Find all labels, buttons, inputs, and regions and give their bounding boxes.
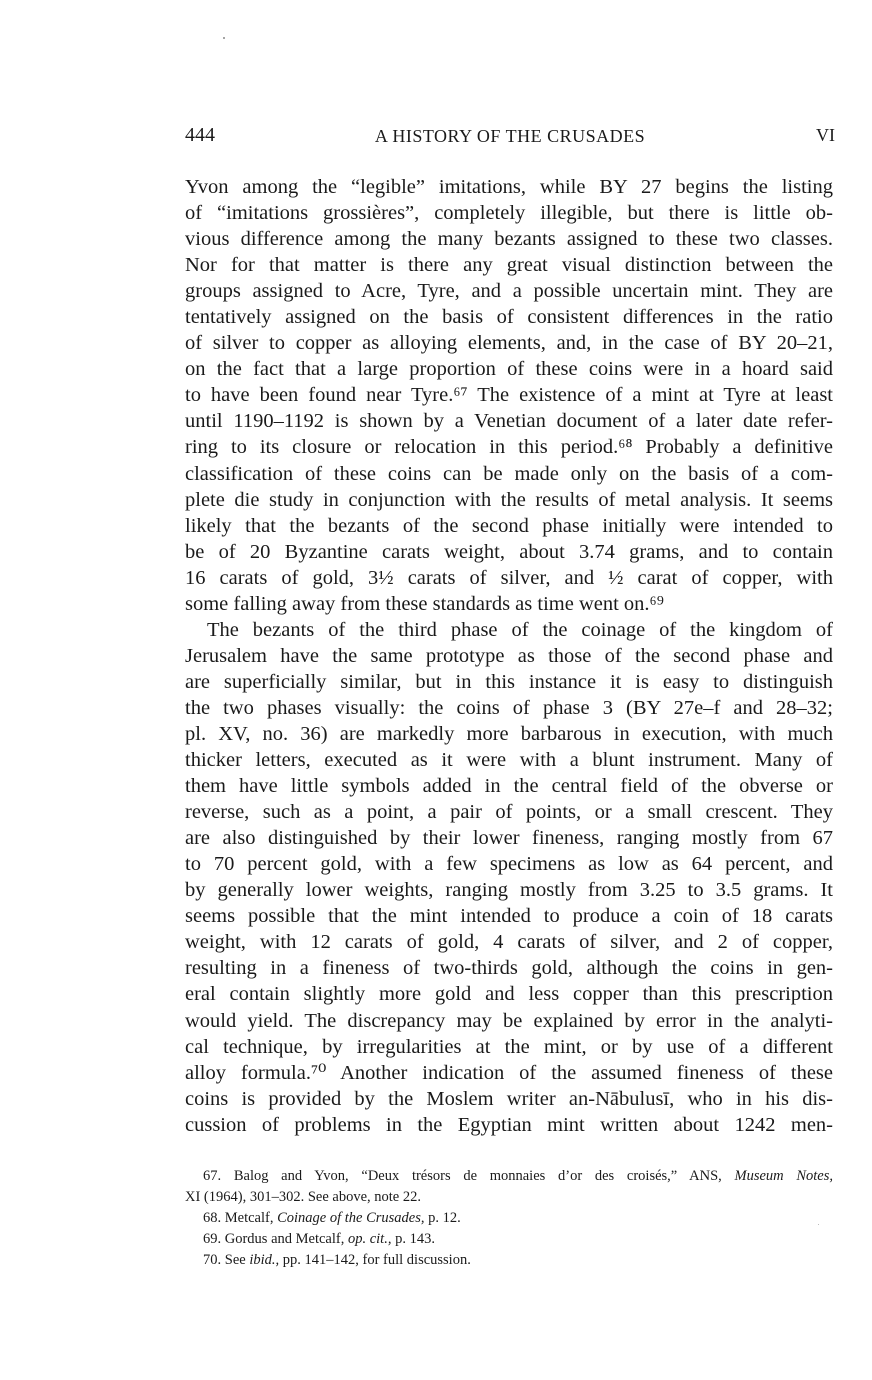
text-line: some falling away from these standards as time went on.⁶⁹ — [185, 592, 664, 615]
footnote-title: ibid., — [249, 1252, 280, 1268]
footnote-text: 67. Balog and Yvon, “Deux trésors de monnaies d’or des croisés,” ANS, — [203, 1168, 735, 1184]
text-line: Nor for that matter is there any great visual distinction between the — [185, 254, 833, 277]
text-line: to have been found near Tyre.⁶⁷ The existence of a mint at Tyre at least — [185, 384, 833, 407]
footnote-title: Museum Notes, — [734, 1168, 833, 1184]
footnote-text: 70. See — [203, 1252, 250, 1268]
footnote-67-continued — [185, 1187, 833, 1208]
text-line: plete die study in conjunction with the results of metal analysis. It seems — [185, 488, 833, 511]
chapter-number: VI — [816, 125, 835, 145]
text-line: on the fact that a large proportion of these coins were in a hoard said — [185, 358, 833, 381]
text-line: groups assigned to Acre, Tyre, and a possible uncertain mint. They are — [185, 280, 833, 303]
speck-mark — [223, 37, 225, 39]
text-line: resulting in a fineness of two-thirds gold, although the coins in gen- — [185, 957, 833, 980]
text-line: eral contain slightly more gold and less copper than this prescription — [185, 983, 833, 1006]
text-line: alloy formula.⁷⁰ Another indication of the assumed fineness of these — [185, 1061, 833, 1084]
text-line: weight, with 12 carats of gold, 4 carats of silver, and 2 of copper, — [185, 931, 833, 954]
text-line: them have little symbols added in the central field of the obverse or — [185, 775, 833, 798]
text-line: tentatively assigned on the basis of consistent differences in the ratio — [185, 306, 833, 329]
text-line: The bezants of the third phase of the coinage of the kingdom of — [207, 618, 833, 641]
text-line: by generally lower weights, ranging mostly from 3.25 to 3.5 grams. It — [185, 879, 833, 902]
footnote-text: pp. 141–142, for full discussion. — [279, 1252, 471, 1268]
footnote-text: p. 12. — [424, 1210, 461, 1226]
footnote-68 — [185, 1208, 833, 1229]
footnote-70 — [185, 1250, 833, 1271]
footnote-67 — [185, 1166, 833, 1187]
text-line: until 1190–1192 is shown by a Venetian document of a later date refer- — [185, 410, 833, 433]
footnote-title: Coinage of the Crusades, — [277, 1210, 425, 1226]
text-line: pl. XV, no. 36) are markedly more barbarous in execution, with much — [185, 722, 833, 745]
footnotes — [185, 1166, 833, 1271]
text-line: coins is provided by the Moslem writer an-Nābulusī, who in his dis- — [185, 1087, 833, 1110]
text-line: thicker letters, executed as it were with a blunt instrument. Many of — [185, 749, 833, 772]
text-line: classification of these coins can be made only on the basis of a com- — [185, 462, 833, 485]
text-line: ring to its closure or relocation in this period.⁶⁸ Probably a definitive — [185, 436, 833, 459]
text-line: of silver to copper as alloying elements, and, in the case of BY 20–21, — [185, 332, 833, 355]
text-line: reverse, such as a point, a pair of points, or a small crescent. They — [185, 801, 833, 824]
speck-mark — [818, 1224, 819, 1225]
footnote-text: 69. Gordus and Metcalf, — [203, 1231, 348, 1247]
text-line: seems possible that the mint intended to produce a coin of 18 carats — [185, 905, 833, 928]
text-line: the two phases visually: the coins of phase 3 (BY 27e–f and 28–32; — [185, 696, 833, 719]
text-line: to 70 percent gold, with a few specimens as low as 64 percent, and — [185, 853, 833, 876]
page-number: 444 — [185, 124, 215, 146]
text-line: would yield. The discrepancy may be explained by error in the analyti- — [185, 1009, 833, 1032]
footnote-text: p. 143. — [391, 1231, 435, 1247]
running-title: A HISTORY OF THE CRUSADES — [374, 126, 646, 146]
text-line: cussion of problems in the Egyptian mint written about 1242 men- — [185, 1113, 833, 1136]
footnote-69 — [185, 1229, 833, 1250]
text-line: are also distinguished by their lower fineness, ranging mostly from 67 — [185, 827, 833, 850]
text-line: vious difference among the many bezants assigned to these two classes. — [185, 228, 833, 251]
body-text — [185, 174, 833, 1138]
text-line: likely that the bezants of the second phase initially were intended to — [185, 514, 833, 537]
footnote-text: 68. Metcalf, — [203, 1210, 278, 1226]
text-line: Yvon among the “legible” imitations, while BY 27 begins the listing — [185, 176, 833, 198]
text-line: of “imitations grossières”, completely illegible, but there is little ob- — [185, 202, 833, 225]
text-line: cal technique, by irregularities at the mint, or by use of a different — [185, 1035, 833, 1058]
text-line: 16 carats of gold, 3½ carats of silver, and ½ carat of copper, with — [185, 566, 833, 589]
running-head — [185, 124, 835, 148]
text-line: are superficially similar, but in this instance it is easy to distinguish — [185, 670, 833, 693]
footnote-title: op. cit., — [347, 1231, 392, 1247]
text-line: Jerusalem have the same prototype as those of the second phase and — [185, 644, 833, 667]
footnote-text: XI (1964), 301–302. See above, note 22. — [185, 1189, 421, 1205]
text-line: be of 20 Byzantine carats weight, about 3.74 grams, and to contain — [185, 540, 833, 563]
